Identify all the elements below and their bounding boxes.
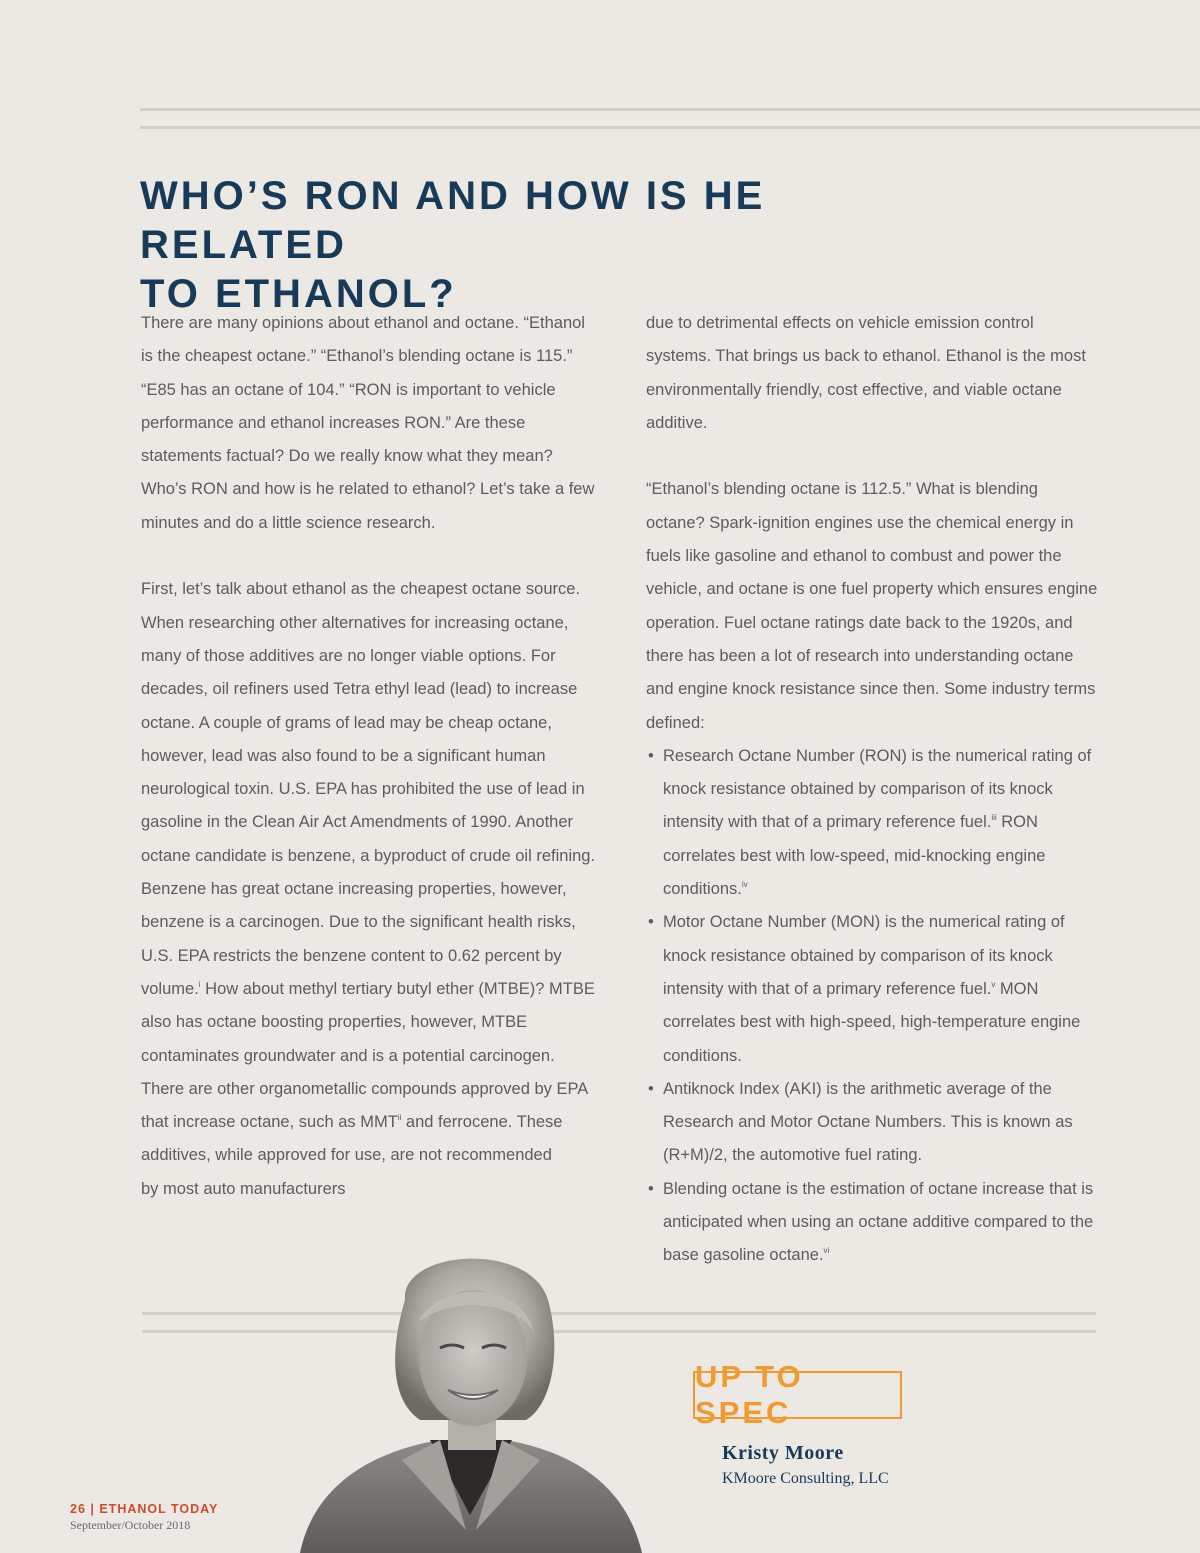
bullet-dot: • (648, 913, 654, 932)
bullet-dot: • (648, 1079, 654, 1098)
article-title-line-1: WHO’S RON AND HOW IS HE RELATED (140, 174, 766, 267)
terms-list (646, 740, 1101, 1273)
footer-page-number: 26 | ETHANOL TODAY (70, 1502, 219, 1516)
term-blending-octane-text: Blending octane is the estimation of octane increase that is anticipated when using an octane additive compared to the base gasoline octane. (663, 1179, 1094, 1265)
article-title (140, 172, 960, 319)
column-label: UP TO SPEC (695, 1359, 804, 1430)
term-mon-text-a: Motor Octane Number (MON) is the numerical rating of knock resistance obtained by comparison of its knock intensity with that of a primary reference fuel. (663, 913, 1065, 998)
term-aki (646, 1073, 1101, 1173)
term-mon (646, 906, 1101, 1072)
left-paragraph-2-part-c: and ferrocene. These additives, while approved for use, are not recommended (141, 1113, 563, 1165)
term-blending-octane (646, 1173, 1101, 1273)
right-paragraph-2: “Ethanol’s blending octane is 112.5.” What is blending octane? Spark-ignition engines use the chemical energy in fuels like gasoline and ethanol to combust and power the vehicle, and octane is one fuel property which ensures engine operation. Fuel octane ratings date back to the 1920s, and there has been a lot of research into understanding octane and engine knock resistance since then. Some industry terms defined: (646, 480, 1098, 732)
right-column (646, 307, 1101, 1273)
left-paragraph-2 (141, 573, 601, 1206)
right-paragraph-1: due to detrimental effects on vehicle emission control systems. That brings us back to ethanol. Ethanol is the most environmentally friendly, cost effective, and viable octane additive. (646, 314, 1086, 432)
term-aki-text: Antiknock Index (AKI) is the arithmetic average of the Research and Motor Octane Numbers. This is known as (R+M)/2, the automotive fuel rating. (663, 1079, 1073, 1165)
article-title-line-2: TO ETHANOL? (140, 272, 457, 316)
left-column (141, 307, 601, 1206)
author-company: KMoore Consulting, LLC (722, 1470, 889, 1487)
term-ron-text-a: Research Octane Number (RON) is the numerical rating of knock resistance obtained by comparison of its knock intensity with that of a primary reference fuel. (663, 746, 1092, 832)
left-paragraph-2-part-a: First, let’s talk about ethanol as the cheapest octane source. When researching other alternatives for increasing octane, many of those additives are no longer viable options. For decades, oil refiners used Tetra ethyl lead (lead) to increase octane. A couple of grams of lead may be cheap octane, however, lead was also found to be a significant human neurological toxin. U.S. EPA has prohibited the use of lead in gasoline in the Clean Air Act Amendments of 1990. Another octane candidate is benzene, a byproduct of crude oil refining. Benzene has great octane increasing properties, however, benzene is a carcinogen. Due to the significant health risks, U.S. EPA restricts the benzene content to 0.62 percent by volume. (141, 580, 596, 998)
left-paragraph-1: There are many opinions about ethanol and octane. “Ethanol is the cheapest octane.” “Ethanol’s blending octane is 115.” “E85 has an octane of 104.” “RON is important to vehicle performance and ethanol increases RON.” Are these statements factual? Do we really know what they mean? Who’s RON and how is he related to ethanol? Let’s take a few minutes and do a little science research. (141, 314, 595, 532)
top-rule-1 (140, 108, 1200, 111)
top-rule-2 (140, 126, 1200, 129)
author-photo (290, 1240, 650, 1553)
bullet-dot: • (648, 746, 654, 765)
term-mon-text-b: MON correlates best with high-speed, high-temperature engine conditions. (663, 979, 1081, 1065)
author-name: Kristy Moore (722, 1442, 844, 1464)
footnote-marker-ii: ii (397, 1113, 402, 1123)
footnote-marker-iv: iv (741, 880, 748, 890)
footnote-marker-vi: vi (823, 1246, 830, 1256)
column-label-box (693, 1359, 902, 1430)
footer-issue-date: September/October 2018 (70, 1518, 191, 1532)
term-ron (646, 740, 1101, 906)
bullet-dot: • (648, 1179, 654, 1198)
footnote-marker-iii: iii (991, 813, 997, 823)
footnote-marker-v: v (991, 979, 996, 989)
term-ron-text-b: RON correlates best with low-speed, mid-knocking engine conditions. (663, 813, 1046, 899)
footnote-marker-i: i (198, 979, 201, 989)
left-paragraph-2-part-b: How about methyl tertiary butyl ether (MTBE)? MTBE also has octane boosting properties, however, MTBE contaminates groundwater and is a potential carcinogen. There are other organometallic compounds approved by EPA that increase octane, such as MMT (141, 979, 595, 1132)
left-paragraph-2-part-d: by most auto manufacturers (141, 1179, 346, 1198)
